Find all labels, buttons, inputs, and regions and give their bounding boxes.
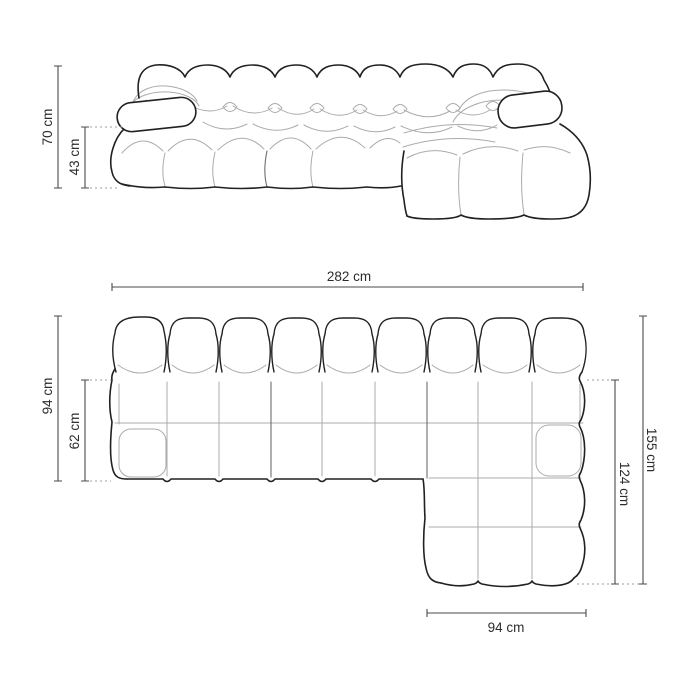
label-front-seat-height: 43 cm bbox=[67, 138, 82, 176]
chaise-plan-front-edge bbox=[441, 578, 574, 587]
label-plan-depth: 94 cm bbox=[40, 377, 55, 415]
chaise-plan-left-edge bbox=[423, 479, 441, 583]
label-plan-chaise-extension: 124 cm bbox=[617, 461, 632, 507]
armrest-right-pill bbox=[496, 89, 564, 130]
back-cushion bbox=[323, 318, 375, 372]
plan-front-edge bbox=[127, 479, 423, 482]
armrest-left-pill bbox=[116, 96, 198, 133]
seat-cushion-top-arcs bbox=[122, 137, 400, 153]
dim-plan-depth-line bbox=[54, 316, 62, 481]
back-cushion bbox=[376, 318, 427, 372]
mid-row-scallops bbox=[203, 122, 497, 133]
chaise-right-silhouette bbox=[560, 124, 590, 217]
plan-left-edge bbox=[110, 369, 127, 479]
chaise-left-edge bbox=[402, 151, 407, 216]
dim-front-seat-height-line bbox=[81, 127, 89, 188]
back-cushions-top-outline bbox=[138, 64, 553, 104]
dim-plan-seat-depth-line bbox=[81, 380, 89, 481]
chaise-front-cushion-arcs bbox=[407, 147, 570, 215]
label-plan-total-depth: 155 cm bbox=[644, 427, 659, 473]
dim-plan-chaise-width-line bbox=[427, 609, 586, 617]
plan-right-edge bbox=[574, 372, 585, 578]
back-cushion bbox=[533, 318, 586, 372]
plan-module-seams bbox=[271, 382, 427, 478]
dim-front-height-line bbox=[54, 66, 62, 188]
label-plan-seat-depth: 62 cm bbox=[67, 412, 82, 450]
back-cushion-bottom-scallops bbox=[146, 100, 534, 117]
seat-cushion-seams bbox=[163, 151, 313, 187]
back-cushion bbox=[428, 318, 478, 372]
base-bottom-edge bbox=[122, 184, 401, 189]
label-plan-chaise-width: 94 cm bbox=[487, 620, 525, 635]
front-view bbox=[111, 64, 591, 219]
label-plan-width: 282 cm bbox=[326, 269, 372, 284]
back-cushion bbox=[272, 318, 322, 372]
plan-back-cushions bbox=[113, 317, 586, 372]
plan-seat-depth-dotted bbox=[90, 380, 111, 481]
back-cushion bbox=[220, 318, 271, 372]
top-view bbox=[110, 317, 586, 587]
armrest-inner-line bbox=[119, 429, 166, 477]
back-cushion bbox=[113, 317, 166, 372]
front-view-medium-seams bbox=[265, 151, 267, 187]
front-view-outline bbox=[111, 64, 591, 219]
back-cushion-sag-arcs bbox=[118, 365, 580, 373]
label-front-height: 70 cm bbox=[40, 108, 55, 146]
plan-row-seams bbox=[115, 423, 583, 527]
seat-module-seam bbox=[265, 151, 267, 187]
chaise-bottom-edge bbox=[407, 215, 571, 219]
dim-plan-width-line bbox=[112, 283, 583, 291]
back-cushion bbox=[168, 318, 219, 372]
left-arm-outer-edge bbox=[111, 128, 130, 186]
plan-seams bbox=[115, 365, 583, 579]
back-cushion bbox=[479, 318, 532, 372]
chaise-armrest-inner-line bbox=[536, 425, 581, 476]
extension-dotted-lines bbox=[90, 127, 639, 584]
